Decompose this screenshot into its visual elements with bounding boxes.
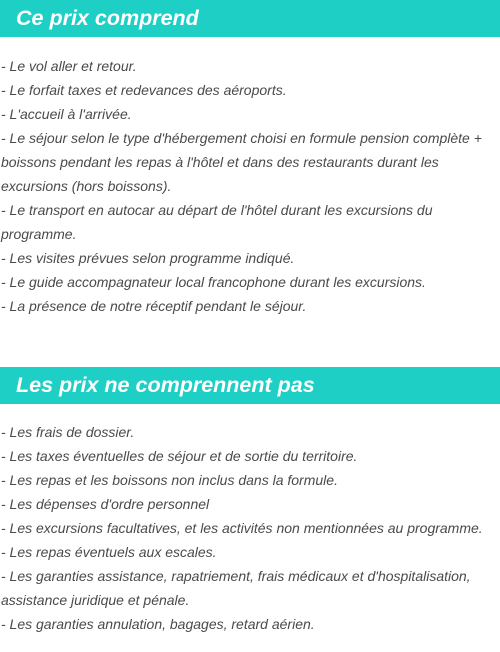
- included-item: - L'accueil à l'arrivée.: [1, 106, 132, 122]
- included-item: - La présence de notre réceptif pendant le séjour.: [1, 298, 307, 314]
- excluded-item: - Les garanties assistance, rapatriement, frais médicaux et d'hospitalisation, assistance juridique et pénale.: [1, 568, 471, 608]
- excluded-item: - Les dépenses d'ordre personnel: [1, 496, 210, 512]
- included-section-title: Ce prix comprend: [16, 6, 199, 30]
- included-item: - Les visites prévues selon programme indiqué.: [1, 250, 295, 266]
- included-section-header: [0, 0, 500, 37]
- included-item: - Le vol aller et retour.: [1, 58, 137, 74]
- included-item: - Le séjour selon le type d'hébergement choisi en formule pension complète + boissons pendant les repas à l'hôtel et dans des restaurants durant les excursions (hors boissons).: [1, 130, 482, 194]
- included-item: - Le transport en autocar au départ de l'hôtel durant les excursions du programme.: [1, 202, 433, 242]
- included-item: - Le forfait taxes et redevances des aéroports.: [1, 82, 287, 98]
- excluded-item: - Les taxes éventuelles de séjour et de sortie du territoire.: [1, 448, 358, 464]
- included-list: [0, 54, 500, 318]
- included-item: - Le guide accompagnateur local francophone durant les excursions.: [1, 274, 426, 290]
- excluded-item: - Les repas éventuels aux escales.: [1, 544, 217, 560]
- excluded-section-header: [0, 367, 500, 404]
- excluded-list: [0, 420, 500, 636]
- excluded-item: - Les garanties annulation, bagages, retard aérien.: [1, 616, 315, 632]
- excluded-item: - Les excursions facultatives, et les activités non mentionnées au programme.: [1, 520, 483, 536]
- excluded-item: - Les repas et les boissons non inclus dans la formule.: [1, 472, 338, 488]
- excluded-section-title: Les prix ne comprennent pas: [16, 373, 315, 397]
- excluded-item: - Les frais de dossier.: [1, 424, 135, 440]
